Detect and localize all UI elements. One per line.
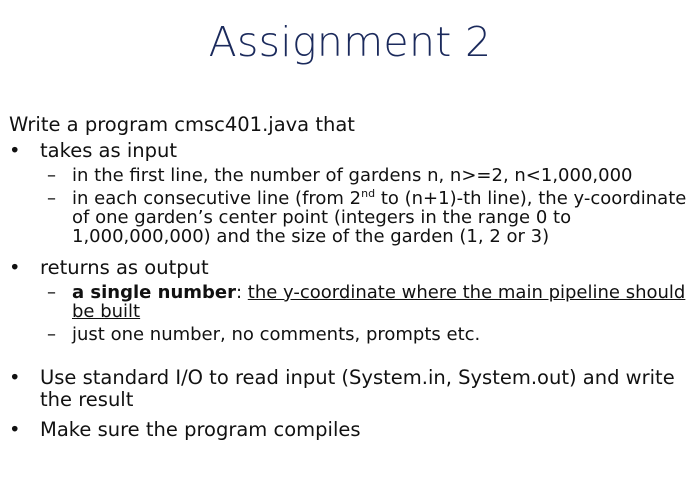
sub-text-before: in each consecutive line (from 2	[72, 188, 362, 209]
bullet-glyph: •	[9, 366, 21, 389]
slide-body	[9, 114, 699, 441]
sub-text-after: to (n+1)-th line), the y-coordinate of one garden’s center point (integers in the range 0 to 1,000,000,000) and the size of the garden (1, 2 or 3)	[72, 188, 687, 247]
sub-item	[9, 325, 699, 344]
colon-text: :	[236, 282, 248, 303]
sub-text: just one number, no comments, prompts etc.	[72, 324, 481, 345]
sub-item	[9, 166, 699, 185]
dash-glyph: –	[47, 324, 56, 345]
slide-title: Assignment 2	[208, 18, 492, 66]
dash-glyph: –	[47, 165, 56, 186]
bullet-item	[9, 257, 699, 279]
bullet-item	[9, 419, 699, 441]
dash-glyph: –	[47, 188, 56, 209]
bullet-glyph: •	[9, 418, 21, 441]
underlined-text: the y-coordinate where the main pipeline should be built	[72, 282, 686, 322]
bullet-item	[9, 140, 699, 162]
spacer	[9, 344, 699, 367]
dash-glyph: –	[47, 282, 56, 303]
bullet-glyph: •	[9, 256, 21, 279]
sub-item	[9, 283, 699, 321]
bullet-item	[9, 367, 699, 411]
bullet-text: returns as output	[40, 256, 209, 279]
sub-item	[9, 189, 699, 246]
bullet-text: Use standard I/O to read input (System.in, System.out) and write the result	[40, 366, 675, 411]
bullet-text: Make sure the program compiles	[40, 418, 361, 441]
ordinal-sup: nd	[361, 187, 376, 200]
bullet-glyph: •	[9, 139, 21, 162]
intro-text: Write a program cmsc401.java that	[9, 113, 355, 136]
bullet-text: takes as input	[40, 139, 178, 162]
bold-text: a single number	[72, 282, 236, 303]
sub-text: in the first line, the number of gardens n, n>=2, n<1,000,000	[72, 165, 633, 186]
